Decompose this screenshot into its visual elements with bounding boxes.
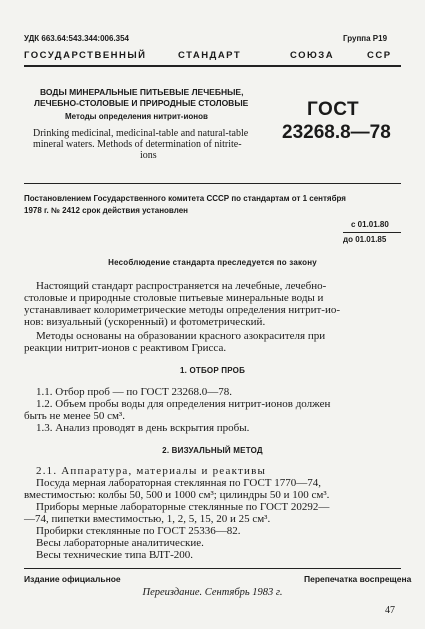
text-line: реакции нитрит-ионов с реактивом Грисса. [24, 342, 227, 354]
text-line: 1.1. Отбор проб — по ГОСТ 23268.0—78. [36, 386, 232, 398]
title-en [33, 128, 248, 161]
title-ru-line2: ЛЕЧЕБНО-СТОЛОВЫЕ И ПРИРОДНЫЕ СТОЛОВЫЕ [34, 98, 249, 108]
text-line: 1.3. Анализ проводят в день вскрытия пробы. [36, 422, 250, 434]
text-line: —74, пипетки вместимостью, 1, 2, 5, 15, 20 и 25 см³. [24, 513, 271, 525]
reedition-note: Переиздание. Сентябрь 1983 г. [142, 587, 283, 598]
text-line: Настоящий стандарт распространяется на лечебные, лечебно- [36, 280, 327, 292]
section-1-body [24, 386, 401, 434]
section-2-body [24, 477, 401, 561]
title-en-line2: mineral waters. Methods of determination of nitrite- [33, 139, 242, 150]
section-2-heading: 2. ВИЗУАЛЬНЫЙ МЕТОД [162, 446, 263, 455]
text-line: вместимостью: колбы 50, 500 и 1000 см³; цилиндры 50 и 100 см³. [24, 489, 330, 501]
decree-line1: Постановлением Государственного комитета СССР по стандартам от 1 сентября [24, 194, 346, 203]
legal-notice: Несоблюдение стандарта преследуется по закону [108, 258, 317, 267]
text-line: Методы основаны на образовании красного азокрасителя при [36, 330, 326, 342]
text-line: Приборы мерные лабораторные стеклянные по ГОСТ 20292— [36, 501, 330, 513]
title-ru-line1: ВОДЫ МИНЕРАЛЬНЫЕ ПИТЬЕВЫЕ ЛЕЧЕБНЫЕ, [40, 87, 244, 97]
text-line: нов: визуальный (ускоренный) и фотометрический. [24, 316, 266, 328]
banner-word-1: ГОСУДАРСТВЕННЫЙ [24, 50, 147, 61]
effective-from: с 01.01.80 [351, 220, 389, 229]
udk-code: УДК 663.64:543.344:006.354 [24, 34, 130, 43]
gost-label: ГОСТ [307, 99, 360, 120]
footer-rule [24, 568, 401, 569]
effective-divider [343, 232, 401, 233]
text-line: 2.1. Аппаратура, материалы и реактивы [36, 465, 267, 477]
text-line: Посуда мерная лабораторная стеклянная по ГОСТ 1770—74, [36, 477, 322, 489]
text-line: Весы лабораторные аналитические. [36, 537, 204, 549]
text-line: 1.2. Объем пробы воды для определения нитрит-ионов должен [36, 398, 331, 410]
text-line: Весы технические типа ВЛТ-200. [36, 549, 193, 561]
gost-number: 23268.8—78 [282, 122, 391, 143]
reprint-forbidden: Перепечатка воспрещена [304, 574, 412, 584]
official-edition: Издание официальное [24, 574, 121, 584]
header-rule [24, 65, 401, 67]
text-line: быть не менее 50 см³. [24, 410, 125, 422]
text-line: устанавливает колориметрические методы определения нитрит-ио- [24, 304, 340, 316]
banner-word-2: СТАНДАРТ [178, 50, 242, 61]
title-ru-subtitle: Методы определения нитрит-ионов [65, 112, 208, 121]
text-line: Пробирки стеклянные по ГОСТ 25336—82. [36, 525, 241, 537]
text-line: столовые и природные столовые питьевые минеральные воды и [24, 292, 324, 304]
section-1-heading: 1. ОТБОР ПРОБ [179, 366, 246, 375]
banner-word-4: ССР [367, 50, 392, 61]
title-en-line3: ions [140, 150, 157, 161]
banner-word-3: СОЮЗА [290, 50, 335, 61]
section-2-subheading [24, 465, 401, 477]
group-code: Группа Р19 [343, 34, 388, 43]
intro-paragraph-1 [24, 280, 401, 328]
title-rule [24, 183, 401, 184]
effective-to: до 01.01.85 [343, 235, 387, 244]
intro-paragraph-2 [24, 330, 401, 354]
page-number: 47 [385, 605, 395, 616]
title-en-line1: Drinking medicinal, medicinal-table and natural-table [33, 128, 249, 139]
decree-line2: 1978 г. № 2412 срок действия установлен [24, 206, 188, 215]
